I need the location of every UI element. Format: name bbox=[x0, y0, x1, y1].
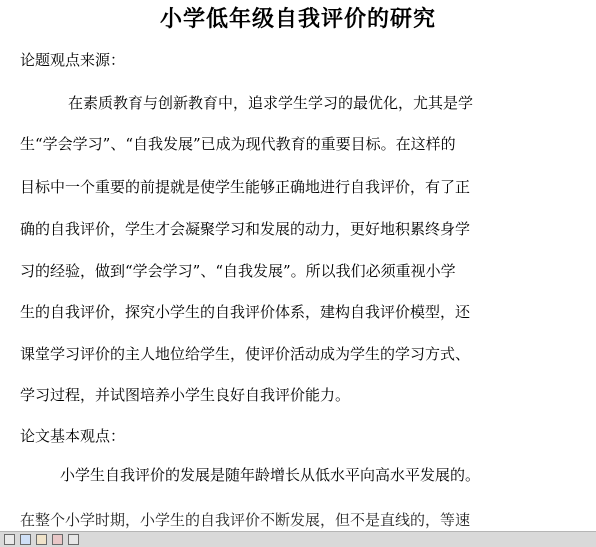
document-title: 小学低年级自我评价的研究 bbox=[159, 7, 436, 32]
paragraph-line: 目标中一个重要的前提就是使学生能够正确地进行自我评价，有了正 bbox=[20, 178, 471, 196]
section-heading-source: 论题观点来源： bbox=[20, 51, 126, 69]
save-icon[interactable] bbox=[20, 534, 31, 545]
section-heading-viewpoint: 论文基本观点： bbox=[20, 427, 126, 445]
paragraph-line: 确的自我评价，学生才会凝聚学习和发展的动力，更好地积累终身学 bbox=[20, 220, 471, 238]
paragraph-line: 生“学会学习”、“自我发展”已成为现代教育的重要目标。在这样的 bbox=[20, 135, 456, 153]
paragraph-line: 小学生自我评价的发展是随年龄增长从低水平向高水平发展的。 bbox=[60, 466, 481, 484]
paragraph-line: 学习过程，并试图培养小学生良好自我评价能力。 bbox=[20, 386, 351, 404]
document-icon[interactable] bbox=[4, 534, 15, 545]
paragraph-line: 课堂学习评价的主人地位给学生，使评价活动成为学生的学习方式、 bbox=[20, 345, 471, 363]
taskbar bbox=[0, 531, 596, 547]
paragraph-line: 习的经验，做到“学会学习”、“自我发展”。所以我们必须重视小学 bbox=[20, 262, 456, 280]
page-icon[interactable] bbox=[68, 534, 79, 545]
print-icon[interactable] bbox=[36, 534, 47, 545]
paragraph-line: 在素质教育与创新教育中，追求学生学习的最优化，尤其是学 bbox=[68, 94, 474, 112]
paragraph-line: 在整个小学时期，小学生的自我评价不断发展，但不是直线的，等速 bbox=[20, 511, 471, 529]
paragraph-line: 生的自我评价，探究小学生的自我评价体系，建构自我评价模型，还 bbox=[20, 303, 471, 321]
image-icon[interactable] bbox=[52, 534, 63, 545]
